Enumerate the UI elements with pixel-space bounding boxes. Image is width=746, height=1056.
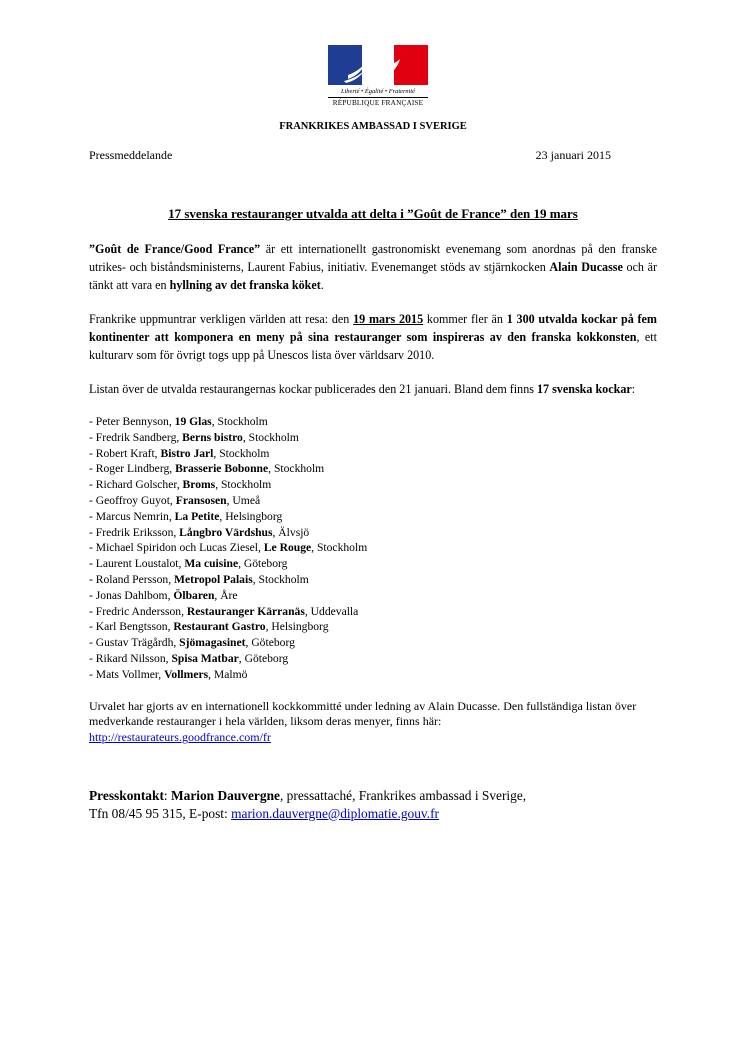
embassy-heading: FRANKRIKES AMBASSAD I SVERIGE <box>279 121 467 132</box>
chef-detail: , Älvsjö <box>272 525 310 539</box>
restaurant-name: Broms <box>182 478 216 492</box>
restaurant-name: Berns bistro <box>182 430 243 444</box>
list-intro-paragraph: Listan över de utvalda restaurangernas kockar publicerades den 21 januari. Bland dem finns 17 svenska kockar: <box>89 382 636 396</box>
chef-detail: - Michael Spiridon och Lucas Ziesel, <box>89 541 264 555</box>
list-item <box>89 540 657 556</box>
goodfrance-link[interactable]: http://restaurateurs.goodfrance.com/fr <box>89 730 271 745</box>
list-item <box>89 572 657 588</box>
chef-detail: , Åre <box>214 588 238 602</box>
list-item <box>89 588 657 604</box>
list-item <box>89 635 657 651</box>
swedish-chefs-count: 17 svenska kockar <box>536 382 632 396</box>
restaurant-name: Långbro Värdshus <box>179 525 273 539</box>
marianne-profile-icon <box>342 49 404 85</box>
republic-name: RÉPUBLIQUE FRANÇAISE <box>332 99 424 107</box>
chef-detail: - Mats Vollmer, <box>89 667 165 681</box>
chef-detail: - Fredrik Eriksson, <box>89 525 180 539</box>
contact-name: Marion Dauvergne <box>170 788 280 803</box>
chef-detail: - Geoffroy Guyot, <box>89 493 176 507</box>
chef-detail: , Stockholm <box>211 415 268 428</box>
chef-detail: - Robert Kraft, <box>89 446 161 460</box>
restaurant-name: Sjömagasinet <box>179 636 246 650</box>
restaurant-name: Fransosen <box>175 493 227 507</box>
list-item <box>89 461 657 477</box>
list-item <box>89 414 657 430</box>
logo-divider <box>328 97 428 98</box>
chef-detail: , Helsingborg <box>265 620 329 634</box>
chef-detail: , Göteborg <box>238 651 289 665</box>
press-release-label: Pressmeddelande <box>89 148 173 162</box>
list-item <box>89 477 657 493</box>
chef-detail: - Fredrik Sandberg, <box>89 430 183 444</box>
restaurant-name: 19 Glas <box>174 415 212 428</box>
chef-detail: , Uddevalla <box>304 604 359 618</box>
chef-detail: , Stockholm <box>242 430 299 444</box>
list-item <box>89 493 657 509</box>
republic-logo <box>328 45 428 107</box>
chef-detail: - Richard Golscher, <box>89 478 183 492</box>
restaurant-name: Restauranger Kärranäs <box>186 604 305 618</box>
chef-list <box>89 414 657 683</box>
restaurant-name: Vollmers <box>164 667 209 681</box>
chef-detail: , Stockholm <box>213 446 270 460</box>
french-flag-logo <box>328 45 428 85</box>
restaurant-name: La Petite <box>174 509 220 523</box>
restaurant-name: Brasserie Bobonne <box>175 462 269 476</box>
chef-detail: , Stockholm <box>252 572 309 586</box>
chef-detail: , Stockholm <box>311 541 368 555</box>
intro-paragraph: ”Goût de France/Good France” är ett internationellt gastronomiskt evenemang som anordnas på den franske utrikes- och biståndsministerns, Laurent Fabius, initiativ. Evenemanget stöds av stjärnkocken Alain Ducasse och är tänkt att vara en hyllning av det franska köket. <box>89 242 658 292</box>
restaurant-name: Restaurant Gastro <box>173 620 266 634</box>
restaurant-name: Bistro Jarl <box>160 446 214 460</box>
restaurant-name: Ma cuisine <box>184 557 239 571</box>
list-item <box>89 556 657 572</box>
chef-detail: , Göteborg <box>245 636 295 650</box>
chef-detail: - Roger Lindberg, <box>89 462 176 476</box>
chef-detail: - Roland Persson, <box>89 572 175 586</box>
restaurant-name: Spisa Matbar <box>171 651 239 665</box>
chef-detail: - Rikard Nilsson, <box>89 651 172 665</box>
list-item <box>89 667 657 683</box>
list-item <box>89 430 657 446</box>
contact-email-link[interactable]: marion.dauvergne@diplomatie.gouv.fr <box>231 805 440 821</box>
contact-phone: Tfn 08/45 95 315, E-post: <box>89 805 232 821</box>
contact-label: Presskontakt <box>89 788 164 803</box>
list-item <box>89 651 657 667</box>
restaurant-name: Ölbaren <box>173 588 215 602</box>
chef-detail: - Laurent Loustalot, <box>89 557 185 571</box>
chef-detail: - Karl Bengtsson, <box>89 620 174 634</box>
list-item <box>89 525 657 541</box>
chef-detail: , Göteborg <box>238 557 288 571</box>
chef-detail: , Stockholm <box>268 462 325 476</box>
chefs-highlight: 1 300 utvalda kockar på fem kontinenter att komponera en meny på sina restauranger som inspireras av den franska kokkonsten <box>89 312 658 344</box>
event-date: 19 mars 2015 <box>353 312 424 326</box>
chef-detail: - Peter Bennyson, <box>89 415 175 428</box>
chef-detail: - Jonas Dahlbom, <box>89 588 174 602</box>
list-item <box>89 604 657 620</box>
chef-detail: - Marcus Nemrin, <box>89 509 175 523</box>
restaurant-name: Metropol Palais <box>174 572 253 586</box>
republic-motto: Liberté • Égalité • Fraternité <box>340 88 416 95</box>
page-title: 17 svenska restauranger utvalda att delta i ”Goût de France” den 19 mars <box>168 206 578 221</box>
press-release-body <box>89 240 657 746</box>
chef-detail: , Umeå <box>226 493 261 507</box>
restaurant-name: Le Rouge <box>263 541 312 555</box>
chef-detail: , Stockholm <box>215 478 272 492</box>
chef-detail: , Helsingborg <box>219 509 283 523</box>
press-contact: Presskontakt: Marion Dauvergne, pressattaché, Frankrikes ambassad i Sverige, Tfn 08/45 95 315, E-post: marion.dauvergne@diplomatie.gouv.fr <box>89 788 527 821</box>
event-paragraph: Frankrike uppmuntrar verkligen världen att resa: den 19 mars 2015 kommer fler än 1 300 utvalda kockar på fem kontinenter att komponera en meny på sina restauranger som inspireras av den franska kokkonsten, ett kulturarv som för övrigt togs upp på Unescos lista över världsarv 2010. <box>89 312 658 362</box>
press-release-date: 23 januari 2015 <box>535 148 611 162</box>
chef-name: Alain Ducasse <box>549 260 623 274</box>
list-item <box>89 446 657 462</box>
list-item <box>89 619 657 635</box>
closing-paragraph: Urvalet har gjorts av en internationell kockkommitté under ledning av Alain Ducasse. Den fullständiga listan över medverkande restauranger i hela världen, liksom deras menyer, finns här: http://restaurateurs.goodfrance.com/fr <box>89 698 637 745</box>
event-name: ”Goût de France/Good France” <box>89 242 261 256</box>
chef-detail: - Fredric Andersson, <box>89 604 187 618</box>
tribute-phrase: hyllning av det franska köket <box>169 278 321 292</box>
list-item <box>89 509 657 525</box>
chef-detail: - Gustav Trägårdh, <box>89 636 180 650</box>
chef-detail: , Malmö <box>208 667 248 681</box>
